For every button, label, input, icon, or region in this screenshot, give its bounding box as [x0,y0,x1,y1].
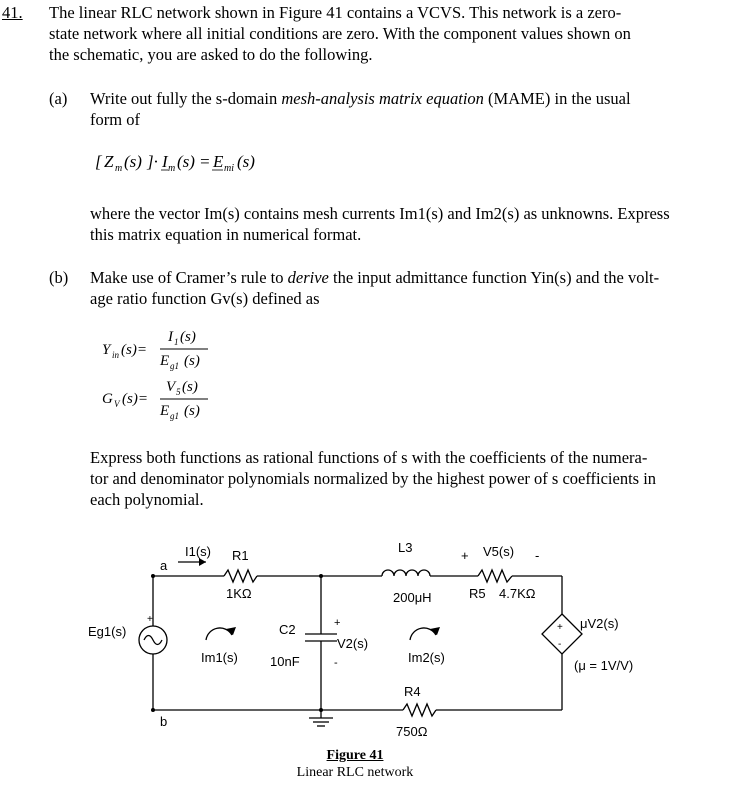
mame-equation [95,148,295,178]
c2-value: 10nF [270,654,300,669]
express-line-3: each polynomial. [90,490,204,509]
svg-text:V: V [166,379,176,395]
svg-text:G: G [102,391,113,407]
svg-text:(s)=: (s)= [122,391,148,407]
svg-text:(s): (s) [184,403,200,419]
svg-text:g1: g1 [170,411,179,421]
v2-plus: + [334,617,341,629]
svg-text:V: V [114,399,120,409]
part-b-line-1-italic: derive [287,268,329,287]
where-line-2: this matrix equation in numerical format. [90,225,362,244]
r4-label: R4 [404,684,421,699]
svg-text:E: E [160,403,170,419]
r4-value: 750Ω [396,724,428,739]
vcvs-plus: + [557,622,563,633]
l3-value: 200μH [393,590,432,605]
svg-text:(s): (s) [124,152,142,171]
express-line-2: tor and denominator polynomials normalized by the highest power of s coefficients in [90,469,657,488]
problem-number: 41. [2,3,23,22]
mu-label: (μ = 1V/V) [574,658,634,673]
svg-text:=: = [199,152,211,171]
mesh2-label: Im2(s) [408,650,445,665]
svg-text:]·: ]· [147,152,158,171]
svg-text:[: [ [95,152,102,171]
r1-label: R1 [232,548,249,563]
part-b-line-2: age ratio function Gv(s) defined as [90,289,320,308]
svg-text:Y: Y [102,342,111,358]
vcvs-label: μV2(s) [580,616,619,631]
source-plus: + [147,614,153,625]
svg-text:(s): (s) [177,152,195,171]
express-line-1: Express both functions as rational functions of s with the coefficients of the numera- [90,448,648,467]
v5-minus: - [535,548,540,563]
svg-text:mi: mi [224,163,234,174]
svg-text:(s)=: (s)= [121,342,147,358]
part-b-label: (b) [49,268,69,287]
svg-text:Z: Z [104,152,114,171]
svg-text:g1: g1 [170,361,179,371]
part-a-line-1 [90,88,631,109]
part-b-line-1 [90,267,659,288]
svg-text:1: 1 [174,337,179,347]
part-b-line-1-prefix: Make use of Cramer’s rule to [90,268,288,287]
transfer-function-equations [100,325,230,425]
svg-text:(s): (s) [180,329,196,345]
r1-value: 1KΩ [226,586,252,601]
svg-text:I: I [168,329,173,345]
part-a-label: (a) [49,89,68,108]
svg-text:E: E [213,152,224,171]
svg-text:I: I [162,152,168,171]
part-a-line-1-prefix: Write out fully the s-domain [90,89,282,108]
figure-caption: Linear RLC network [296,765,414,780]
node-b-label: b [160,714,168,729]
svg-text:m: m [115,163,123,174]
intro-line-3: the schematic, you are asked to do the following. [49,45,373,64]
part-a-line-2: form of [90,110,140,129]
where-line-1: where the vector Im(s) contains mesh currents Im1(s) and Im2(s) as unknowns. Express [90,204,670,223]
svg-text:m: m [168,163,176,174]
r5-label: R5 [469,586,486,601]
svg-text:(s): (s) [237,152,255,171]
svg-text:(s): (s) [184,353,200,369]
vcvs-minus: - [558,639,562,650]
svg-text:in: in [112,350,120,360]
part-a-line-1-italic: mesh-analysis matrix equation [281,89,484,108]
svg-text:(s): (s) [182,379,198,395]
i1-label: I1(s) [185,544,211,559]
v5-label: V5(s) [483,544,515,559]
r5-value: 4.7KΩ [499,586,536,601]
part-b-line-1-suffix: the input admittance function Yin(s) and the volt- [328,268,660,287]
rlc-schematic [0,530,729,740]
svg-text:E: E [160,353,170,369]
svg-text:5: 5 [176,387,181,397]
v2-label: V2(s) [337,636,369,651]
figure-title: Figure 41 [326,748,384,763]
part-a-line-1-suffix: (MAME) in the usual [483,89,631,108]
l3-label: L3 [398,540,413,555]
source-label: Eg1(s) [88,624,127,639]
intro-line-1: The linear RLC network shown in Figure 41 contains a VCVS. This network is a zero- [49,3,622,22]
mesh1-label: Im1(s) [201,650,238,665]
c2-label: C2 [279,622,296,637]
node-a-label: a [160,558,168,573]
v5-plus: + [461,548,469,563]
intro-line-2: state network where all initial conditions are zero. With the component values shown on [49,24,631,43]
v2-minus: - [334,657,338,669]
